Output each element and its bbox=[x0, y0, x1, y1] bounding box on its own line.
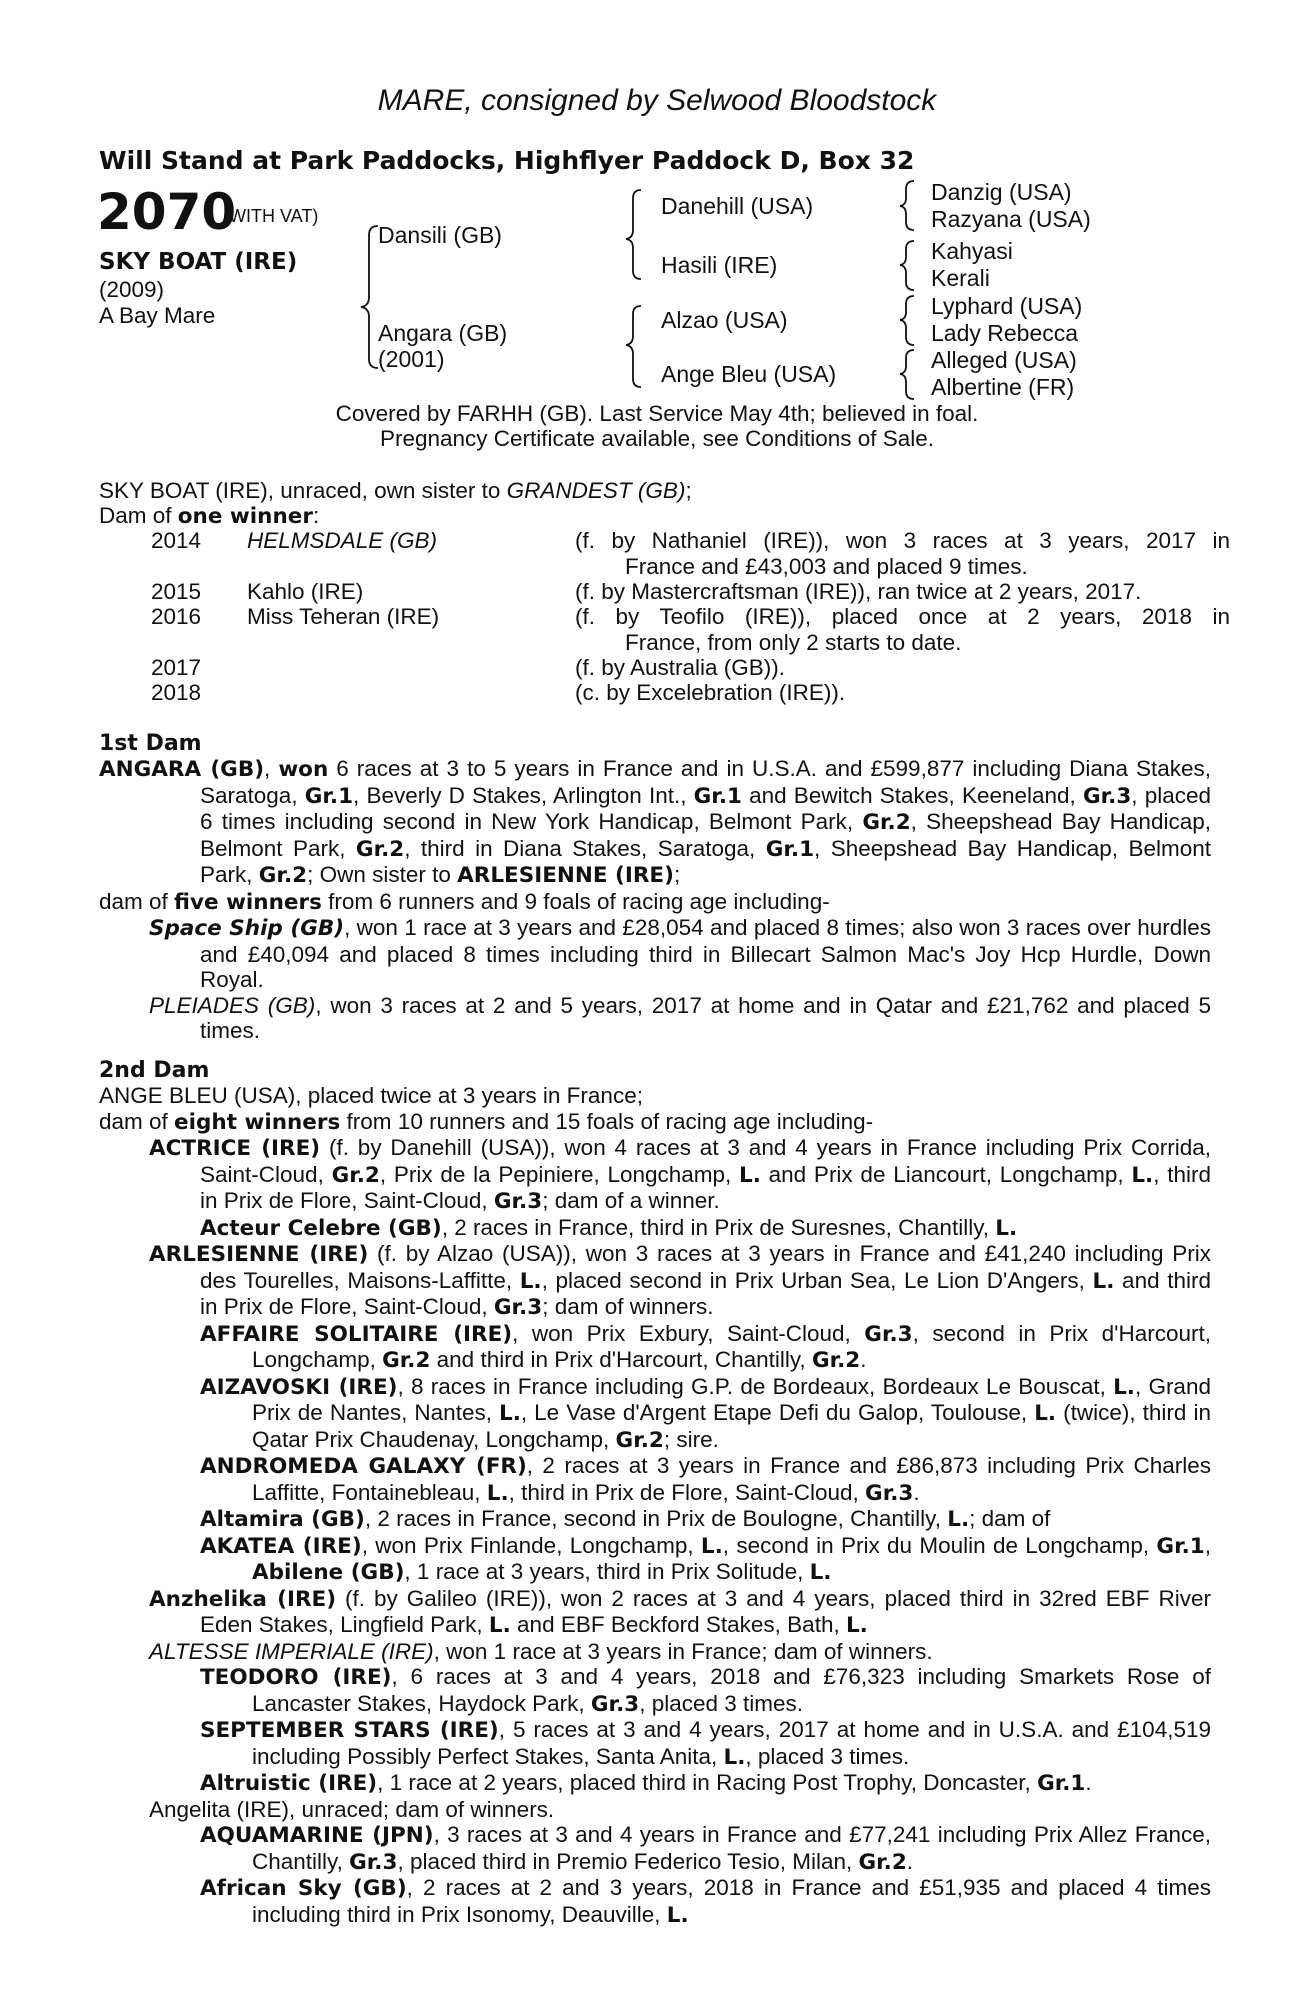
t: , Grand Prix de Nantes, Nantes, bbox=[252, 1373, 1211, 1425]
grade: Gr.3 bbox=[1082, 783, 1132, 809]
progeny-name: African Sky (GB) bbox=[200, 1876, 407, 1901]
dam-sire-sire: Lyphard (USA) bbox=[931, 293, 1083, 319]
t: dam of bbox=[99, 888, 175, 914]
t: , third in Prix de Flore, Saint-Cloud, bbox=[508, 1479, 866, 1505]
foal-year: 2018 bbox=[151, 680, 202, 705]
t: , 6 races at 3 and 4 years, 2018 and £76,323 including Smarkets Rose of Lancaster Stakes, Haydock Park, bbox=[252, 1664, 1211, 1716]
grade: Gr.2 bbox=[331, 1162, 380, 1188]
sibling-name: GRANDEST (GB) bbox=[506, 478, 686, 503]
t: , Sheepshead Bay Handicap, Belmont Park, bbox=[200, 835, 1212, 887]
sire-dam-sire: Kahyasi bbox=[931, 238, 1013, 264]
progeny-entry bbox=[99, 1374, 1211, 1454]
t: , third in Prix de Flore, Saint-Cloud, bbox=[200, 1161, 1211, 1213]
won-label: won bbox=[278, 757, 329, 782]
progeny-name: AFFAIRE SOLITAIRE (IRE) bbox=[200, 1321, 513, 1347]
foal-year: 2017 bbox=[151, 655, 202, 680]
pedigree-brackets bbox=[0, 0, 1314, 400]
grade: L. bbox=[723, 1744, 746, 1770]
t: 6 races at 3 to 5 years in France and in U.S.A. and £599,877 including Diana Stakes, Saratoga, bbox=[200, 756, 1211, 808]
grade: L. bbox=[499, 1401, 521, 1426]
dam-dam-dam: Albertine (FR) bbox=[931, 374, 1075, 400]
foal-description bbox=[575, 528, 1230, 579]
t: , 2 races in France, third in Prix de Suresnes, Chantilly, bbox=[441, 1214, 996, 1240]
produce-intro bbox=[99, 478, 692, 504]
t: , third in Diana Stakes, Saratoga, bbox=[404, 835, 766, 861]
progeny-entry bbox=[99, 1506, 1211, 1533]
first-dam-record bbox=[99, 756, 1211, 1044]
t: , 8 races in France including G.P. de Bordeaux, Bordeaux Le Bouscat, bbox=[397, 1373, 1114, 1399]
t: . bbox=[1085, 1770, 1092, 1795]
foal-line: France, from only 2 starts to date. bbox=[625, 629, 962, 655]
t: , won Prix Exbury, Saint-Cloud, bbox=[512, 1320, 865, 1346]
foal-description bbox=[575, 680, 1230, 706]
t: ; Own sister to bbox=[307, 862, 458, 887]
progeny-name: AIZAVOSKI (IRE) bbox=[200, 1374, 398, 1400]
grade: Gr.3 bbox=[590, 1691, 640, 1717]
horse-name: SKY BOAT (IRE) bbox=[99, 249, 298, 275]
grade: L. bbox=[809, 1560, 832, 1585]
sire-sire-dam: Razyana (USA) bbox=[931, 206, 1091, 232]
t: dam of bbox=[99, 1108, 175, 1134]
progeny-name: ACTRICE (IRE) bbox=[149, 1136, 321, 1161]
t: , placed 3 times. bbox=[745, 1743, 910, 1769]
grade: L. bbox=[700, 1533, 723, 1559]
lot-vat: (WITH VAT) bbox=[223, 206, 319, 226]
t: , second in Prix du Moulin de Longchamp, bbox=[722, 1532, 1157, 1558]
grade: Gr.2 bbox=[382, 1348, 431, 1373]
progeny-name: ALTESSE IMPERIALE (IRE) bbox=[149, 1638, 434, 1664]
progeny-entry bbox=[99, 1770, 1211, 1797]
sire-dam: Hasili (IRE) bbox=[661, 252, 778, 278]
t: . bbox=[860, 1347, 867, 1372]
dam-year: (2001) bbox=[378, 346, 445, 372]
t: and Bewitch Stakes, Keeneland, bbox=[741, 782, 1083, 808]
t: , won 3 races at 2 and 5 years, 2017 at home and in Qatar and £21,762 and placed 5 times. bbox=[200, 992, 1212, 1043]
grade: L. bbox=[519, 1268, 542, 1294]
foal-name: HELMSDALE (GB) bbox=[247, 528, 438, 553]
grade: Gr.1 bbox=[1156, 1533, 1205, 1559]
grade: Gr.2 bbox=[355, 836, 405, 862]
t: , Le Vase d'Argent Etape Defi du Galop, Toulouse, bbox=[520, 1400, 1035, 1425]
stand-location: Will Stand at Park Paddocks, Highflyer Paddock D, Box 32 bbox=[99, 146, 915, 175]
grade: L. bbox=[845, 1613, 868, 1638]
second-dam-heading: 2nd Dam bbox=[99, 1058, 210, 1083]
second-dam-record bbox=[99, 1083, 1211, 1928]
t: ; dam of bbox=[969, 1506, 1051, 1531]
progeny-name: AQUAMARINE (JPN) bbox=[200, 1823, 434, 1848]
progeny-entry: Angelita (IRE), unraced; dam of winners. bbox=[149, 1796, 555, 1822]
t: (f. by Alzao (USA)), won 3 races at 3 years in France and £41,240 including Prix des Tourelles, Maisons-Laffitte, bbox=[200, 1241, 1211, 1293]
first-dam-heading: 1st Dam bbox=[99, 731, 202, 756]
progeny-name: Altruistic (IRE) bbox=[200, 1771, 378, 1796]
grade: L. bbox=[488, 1613, 511, 1638]
t: , 1 race at 3 years, third in Prix Solitude, bbox=[404, 1559, 810, 1584]
sire: Dansili (GB) bbox=[378, 222, 502, 248]
intro-end: ; bbox=[685, 478, 692, 503]
grade: L. bbox=[666, 1902, 689, 1928]
t: (twice), third in Qatar Prix Chaudenay, Longchamp, bbox=[252, 1400, 1211, 1452]
t: , won Prix Finlande, Longchamp, bbox=[361, 1532, 701, 1558]
grade: Gr.2 bbox=[862, 810, 911, 835]
progeny-entry bbox=[99, 1639, 1211, 1665]
t: , bbox=[1204, 1532, 1211, 1558]
t: , won 1 race at 3 years in France; dam of winners. bbox=[433, 1638, 933, 1664]
progeny-entry bbox=[99, 1664, 1211, 1717]
grade: Gr.1 bbox=[693, 783, 742, 809]
second-dam-dam-of bbox=[99, 1109, 1211, 1136]
pregnancy-note: Pregnancy Certificate available, see Conditions of Sale. bbox=[379, 426, 935, 451]
grade: Gr.2 bbox=[258, 863, 308, 888]
progeny-name: ANDROMEDA GALAXY (FR) bbox=[200, 1454, 527, 1479]
catalogue-title: MARE, consigned by Selwood Bloodstock bbox=[377, 84, 937, 117]
dam-of-end: : bbox=[312, 503, 320, 528]
t: , placed second in Prix Urban Sea, Le Lion D'Angers, bbox=[541, 1267, 1093, 1293]
progeny-entry bbox=[99, 1215, 1211, 1242]
foal-line: (f. by Nathaniel (IRE)), won 3 races at 3 years, 2017 in bbox=[575, 528, 1230, 553]
t: ; dam of winners. bbox=[542, 1294, 714, 1319]
dam-sire: Alzao (USA) bbox=[661, 307, 788, 333]
progeny-entry bbox=[99, 1586, 1211, 1639]
dam-dam-sire: Alleged (USA) bbox=[931, 347, 1077, 373]
dam: Angara (GB) bbox=[378, 320, 508, 346]
sire-dam-dam: Kerali bbox=[931, 265, 990, 291]
dam-sire-dam: Lady Rebecca bbox=[931, 320, 1079, 346]
grade: L. bbox=[1113, 1374, 1135, 1400]
t: , 2 races in France, second in Prix de Boulogne, Chantilly, bbox=[364, 1506, 948, 1531]
foal-description bbox=[575, 655, 1230, 681]
progeny-entry bbox=[99, 1533, 1211, 1586]
dam-of-count: one winner bbox=[177, 504, 313, 529]
t: , Sheepshead Bay Handicap, Belmont Park, bbox=[200, 809, 1211, 861]
produce-dam-of bbox=[99, 503, 319, 530]
foal-year: 2014 bbox=[151, 528, 202, 553]
grade: Gr.3 bbox=[493, 1295, 543, 1320]
t: (f. by Galileo (IRE)), won 2 races at 3 and 4 years, placed third in 32red EBF River Eden Stakes, Lingfield Park, bbox=[200, 1585, 1211, 1637]
grade: L. bbox=[1034, 1401, 1057, 1426]
t: , placed third in Premio Federico Tesio, Milan, bbox=[397, 1848, 859, 1874]
foal-description bbox=[575, 579, 1230, 605]
t: , 5 races at 3 and 4 years, 2017 at home and in U.S.A. and £104,519 including Possibly Perfect Stakes, Santa Anita, bbox=[252, 1717, 1211, 1769]
t: from 10 runners and 15 foals of racing age including- bbox=[340, 1108, 874, 1134]
dam-name: ANGARA (GB) bbox=[99, 757, 265, 782]
foal-year: 2015 bbox=[151, 579, 202, 604]
t: , 1 race at 2 years, placed third in Racing Post Trophy, Doncaster, bbox=[377, 1770, 1038, 1795]
t: , 2 races at 3 years in France and £86,873 including Prix Charles Laffitte, Fontainebleau, bbox=[252, 1453, 1211, 1505]
progeny-name: Anzhelika (IRE) bbox=[149, 1586, 337, 1612]
progeny-name: SEPTEMBER STARS (IRE) bbox=[200, 1718, 499, 1743]
t: (f. by Danehill (USA)), won 4 races at 3 and 4 years in France including Prix Corrida, Saint-Cloud, bbox=[200, 1135, 1212, 1187]
t: , second in Prix d'Harcourt, Longchamp, bbox=[252, 1320, 1211, 1372]
grade: L. bbox=[995, 1215, 1018, 1241]
progeny-name: AKATEA (IRE) bbox=[200, 1533, 362, 1559]
grade: L. bbox=[1131, 1162, 1154, 1188]
horse-description: A Bay Mare bbox=[99, 303, 216, 328]
progeny-name: Abilene (GB) bbox=[252, 1560, 405, 1585]
t: , 2 races at 2 and 3 years, 2018 in France and £51,935 and placed 4 times including third in Prix Isonomy, Deauville, bbox=[252, 1875, 1212, 1927]
first-dam-dam-of bbox=[99, 889, 1211, 916]
foal-year: 2016 bbox=[151, 604, 202, 629]
t: and Prix de Liancourt, Longchamp, bbox=[760, 1161, 1132, 1187]
grade: Gr.2 bbox=[858, 1849, 907, 1875]
progeny-entry bbox=[99, 1321, 1211, 1374]
progeny-entry bbox=[99, 1453, 1211, 1506]
t: and EBF Beckford Stakes, Bath, bbox=[510, 1612, 846, 1637]
progeny-entry bbox=[99, 1875, 1211, 1928]
grade: L. bbox=[1092, 1268, 1115, 1294]
covered-note: Covered by FARHH (GB). Last Service May 4th; believed in foal. bbox=[335, 401, 979, 426]
foal-description bbox=[575, 604, 1230, 655]
t: and third in Prix d'Harcourt, Chantilly, bbox=[430, 1347, 812, 1372]
t: , 3 races at 3 and 4 years in France and £77,241 including Prix Allez France, Chantilly, bbox=[252, 1822, 1211, 1874]
progeny-name: PLEIADES (GB) bbox=[149, 992, 316, 1018]
grade: Gr.2 bbox=[811, 1348, 861, 1373]
t: ; dam of a winner. bbox=[542, 1188, 720, 1213]
progeny-entry bbox=[99, 1717, 1211, 1770]
second-dam-summary: ANGE BLEU (USA), placed twice at 3 years in France; bbox=[99, 1083, 643, 1108]
t: , Beverly D Stakes, Arlington Int., bbox=[353, 782, 694, 808]
progeny-name: Altamira (GB) bbox=[200, 1507, 365, 1532]
grade: Gr.3 bbox=[493, 1189, 543, 1214]
t: . bbox=[906, 1848, 914, 1874]
sibling-name: ARLESIENNE (IRE) bbox=[457, 863, 674, 888]
t: and third in Prix de Flore, Saint-Cloud, bbox=[200, 1267, 1211, 1319]
horse-year: (2009) bbox=[99, 277, 165, 302]
grade: L. bbox=[486, 1480, 509, 1506]
grade: Gr.1 bbox=[1037, 1771, 1086, 1796]
winners-count: eight winners bbox=[174, 1109, 341, 1135]
grade: Gr.3 bbox=[349, 1849, 398, 1875]
grade: L. bbox=[947, 1507, 970, 1532]
progeny-name: ARLESIENNE (IRE) bbox=[149, 1242, 369, 1267]
foal-line: (f. by Teofilo (IRE)), placed once at 2 years, 2018 in bbox=[575, 604, 1230, 629]
foal-line: (f. by Australia (GB)). bbox=[575, 655, 786, 680]
progeny-entry bbox=[99, 1135, 1211, 1215]
dam-of-text: Dam of bbox=[99, 503, 178, 528]
t: , placed 3 times. bbox=[639, 1690, 804, 1716]
t: ; bbox=[673, 862, 681, 887]
foal-line: (f. by Mastercraftsman (IRE)), ran twice at 2 years, 2017. bbox=[575, 579, 1142, 604]
grade: Gr.3 bbox=[865, 1480, 914, 1506]
intro-text: SKY BOAT (IRE), unraced, own sister to bbox=[99, 478, 507, 503]
winners-count: five winners bbox=[174, 889, 322, 915]
foal-name: Kahlo (IRE) bbox=[247, 579, 364, 604]
progeny-entry bbox=[99, 1241, 1211, 1321]
grade: Gr.3 bbox=[864, 1321, 913, 1347]
progeny-entry bbox=[99, 1822, 1211, 1875]
sire-sire: Danehill (USA) bbox=[661, 193, 814, 219]
dam-dam: Ange Bleu (USA) bbox=[661, 361, 837, 387]
grade: Gr.1 bbox=[765, 836, 815, 862]
progeny-name: Space Ship (GB) bbox=[149, 916, 345, 941]
grade: L. bbox=[739, 1162, 761, 1188]
progeny-name: Acteur Celebre (GB) bbox=[200, 1215, 442, 1241]
t: , won 1 race at 3 years and £28,054 and placed 8 times; also won 3 races over hurdles and £40,094 and placed 8 times including third in Billecart Salmon Mac's Joy Hcp Hurdle, Down Royal. bbox=[200, 915, 1211, 992]
t: , Prix de la Pepiniere, Longchamp, bbox=[379, 1161, 740, 1187]
t: , bbox=[264, 756, 279, 781]
t: . bbox=[913, 1479, 920, 1505]
first-dam-paragraph bbox=[99, 756, 1211, 889]
foal-name: Miss Teheran (IRE) bbox=[247, 604, 440, 629]
t: from 6 runners and 9 foals of racing age including- bbox=[321, 888, 830, 914]
progeny-entry bbox=[99, 993, 1211, 1044]
lot-number: 2070 bbox=[97, 183, 237, 241]
grade: Gr.2 bbox=[615, 1427, 664, 1453]
progeny-entry bbox=[99, 915, 1211, 993]
foal-line: (c. by Excelebration (IRE)). bbox=[575, 680, 846, 705]
progeny-name: TEODORO (IRE) bbox=[200, 1665, 392, 1690]
sire-sire-sire: Danzig (USA) bbox=[931, 179, 1072, 205]
grade: Gr.1 bbox=[304, 783, 354, 809]
t: ; sire. bbox=[663, 1426, 719, 1452]
t: , placed 6 times including second in New York Handicap, Belmont Park, bbox=[200, 782, 1211, 834]
foal-line: France and £43,003 and placed 9 times. bbox=[625, 553, 1028, 579]
